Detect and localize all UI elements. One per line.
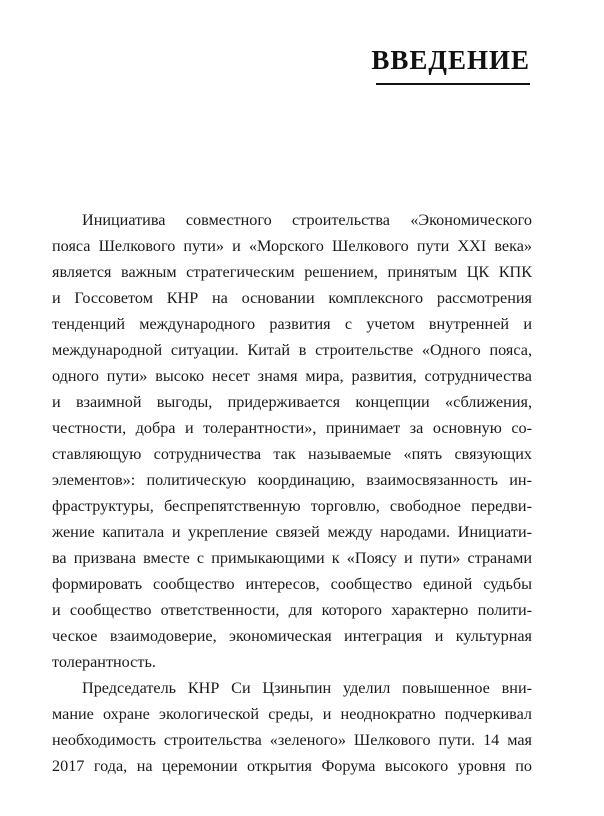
text-line: является важным стратегическим решением, принятым ЦК КПК [52,263,532,281]
paragraph [52,675,532,779]
text-line: необходимость строительства «зеленого» Шелкового пути. 14 мая [52,731,532,749]
text-line: ставляющую сотрудничества так называемые «пять связующих [52,445,532,463]
text-line: пояса Шелкового пути» и «Морского Шелкового пути XXI века» [52,237,532,255]
text-line: тенденций международного развития с учетом внутренней и [52,315,532,333]
text-line: 2017 года, на церемонии открытия Форума высокого уровня по [52,757,532,775]
text-line: Инициатива совместного строительства «Экономического [82,211,532,229]
text-line: мание охране экологической среды, и неоднократно подчеркивал [52,705,532,723]
body-text [52,207,532,779]
text-line: одного пути» высоко несет знамя мира, развития, сотрудничества [52,367,532,385]
text-line: и сообщество ответственности, для которого характерно полити- [52,601,532,619]
text-line: формировать сообщество интересов, сообщество единой судьбы [52,575,532,593]
text-line: элементов»: политическую координацию, взаимосвязанность ин- [52,471,532,489]
text-line: жение капитала и укрепление связей между народами. Инициати- [52,523,532,541]
text-line: честности, добра и толерантности», принимает за основную со- [52,419,532,437]
text-line: ческое взаимодоверие, экономическая интеграция и культурная [52,627,532,645]
text-line: и Госсоветом КНР на основании комплексного рассмотрения [52,289,532,307]
text-line: толерантность. [52,653,156,671]
text-line: и взаимной выгоды, придерживается концепции «сближения, [52,393,532,411]
paragraph [52,207,532,675]
text-line: ва призвана вместе с примыкающими к «Поясу и пути» странами [52,549,532,567]
title-underline [376,83,530,85]
chapter-title: ВВЕДЕНИЕ [371,45,530,75]
text-line: фраструктуры, беспрепятственную торговлю, свободное передви- [52,497,532,515]
text-line: Председатель КНР Си Цзиньпин уделил повышенное вни- [82,679,532,697]
text-line: международной ситуации. Китай в строительстве «Одного пояса, [52,341,532,359]
